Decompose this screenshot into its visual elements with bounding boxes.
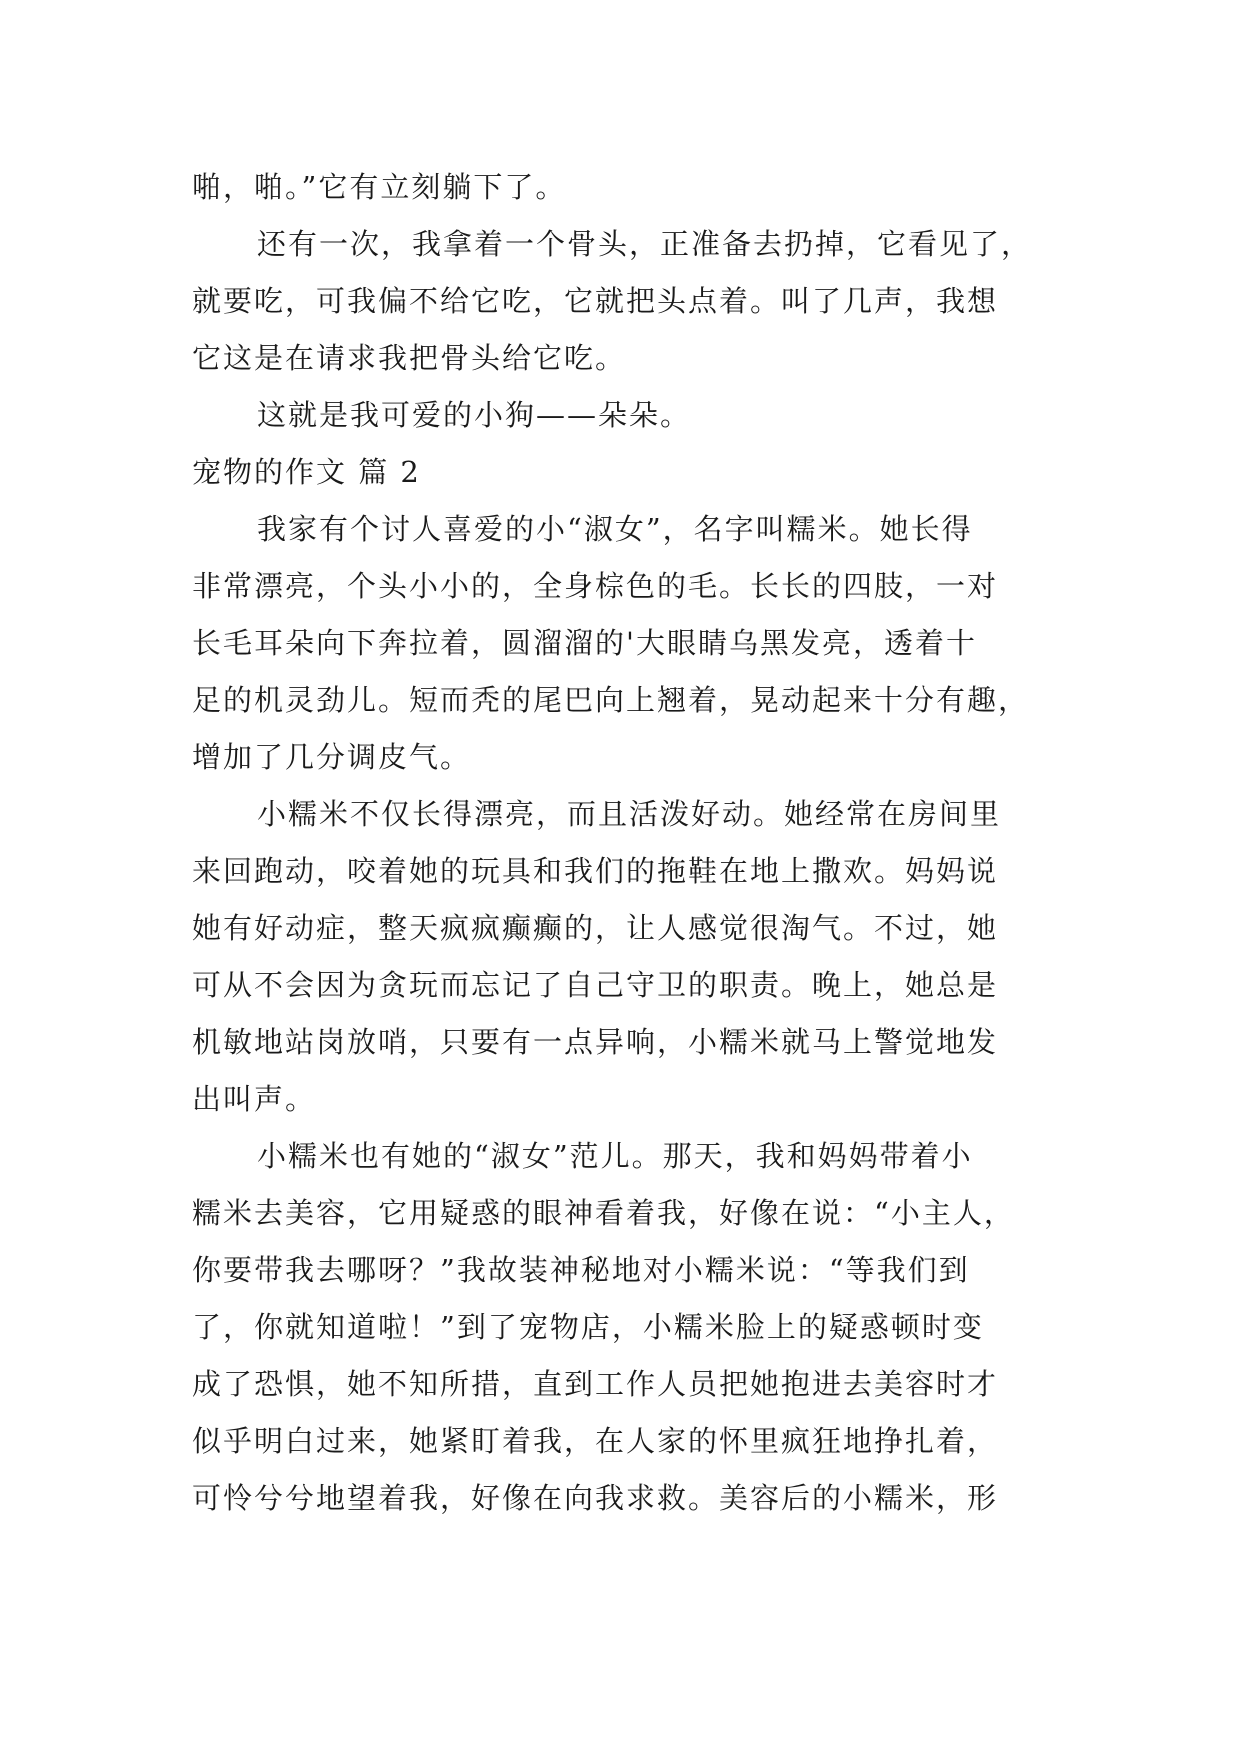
text-line: 出叫声。 — [192, 1082, 317, 1116]
text-line: 她有好动症，整天疯疯癫癫的，让人感觉很淘气。不过，她 — [192, 911, 999, 945]
text-line: 足的机灵劲儿。短而秃的尾巴向上翘着，晃动起来十分有趣， — [192, 683, 1030, 717]
paragraph-first-line: 我家有个讨人喜爱的小“淑女”，名字叫糯米。她长得 — [257, 512, 973, 546]
text-line: 糯米去美容，它用疑惑的眼神看着我，好像在说：“小主人， — [192, 1196, 1015, 1230]
section-heading: 宠物的作文 篇 2 — [192, 455, 421, 489]
paragraph-first-line: 还有一次，我拿着一个骨头，正准备去扔掉，它看见了， — [257, 227, 1033, 261]
text-line: 啪，啪。”它有立刻躺下了。 — [192, 170, 567, 204]
text-line: 成了恐惧，她不知所措，直到工作人员把她抱进去美容时才 — [192, 1367, 999, 1401]
text-line: 增加了几分调皮气。 — [192, 740, 472, 774]
paragraph-first-line: 小糯米不仅长得漂亮，而且活泼好动。她经常在房间里 — [257, 797, 1002, 831]
text-line: 了，你就知道啦！”到了宠物店，小糯米脸上的疑惑顿时变 — [192, 1310, 984, 1344]
text-line: 你要带我去哪呀？”我故装神秘地对小糯米说：“等我们到 — [192, 1253, 970, 1287]
text-line: 来回跑动，咬着她的玩具和我们的拖鞋在地上撒欢。妈妈说 — [192, 854, 999, 888]
text-line: 它这是在请求我把骨头给它吃。 — [192, 341, 627, 375]
text-line: 可从不会因为贪玩而忘记了自己守卫的职责。晚上，她总是 — [192, 968, 999, 1002]
text-line: 似乎明白过来，她紧盯着我，在人家的怀里疯狂地挣扎着， — [192, 1424, 999, 1458]
text-line: 机敏地站岗放哨，只要有一点异响，小糯米就马上警觉地发 — [192, 1025, 999, 1059]
text-line: 可怜兮兮地望着我，好像在向我求救。美容后的小糯米，形 — [192, 1481, 999, 1515]
text-line: 就要吃，可我偏不给它吃，它就把头点着。叫了几声，我想 — [192, 284, 999, 318]
text-line: 长毛耳朵向下奔拉着，圆溜溜的'大眼睛乌黑发亮，透着十 — [192, 626, 977, 660]
paragraph-first-line: 这就是我可爱的小狗——朵朵。 — [257, 398, 692, 432]
text-line: 非常漂亮，个头小小的，全身棕色的毛。长长的四肢，一对 — [192, 569, 999, 603]
paragraph-first-line: 小糯米也有她的“淑女”范儿。那天，我和妈妈带着小 — [257, 1139, 973, 1173]
